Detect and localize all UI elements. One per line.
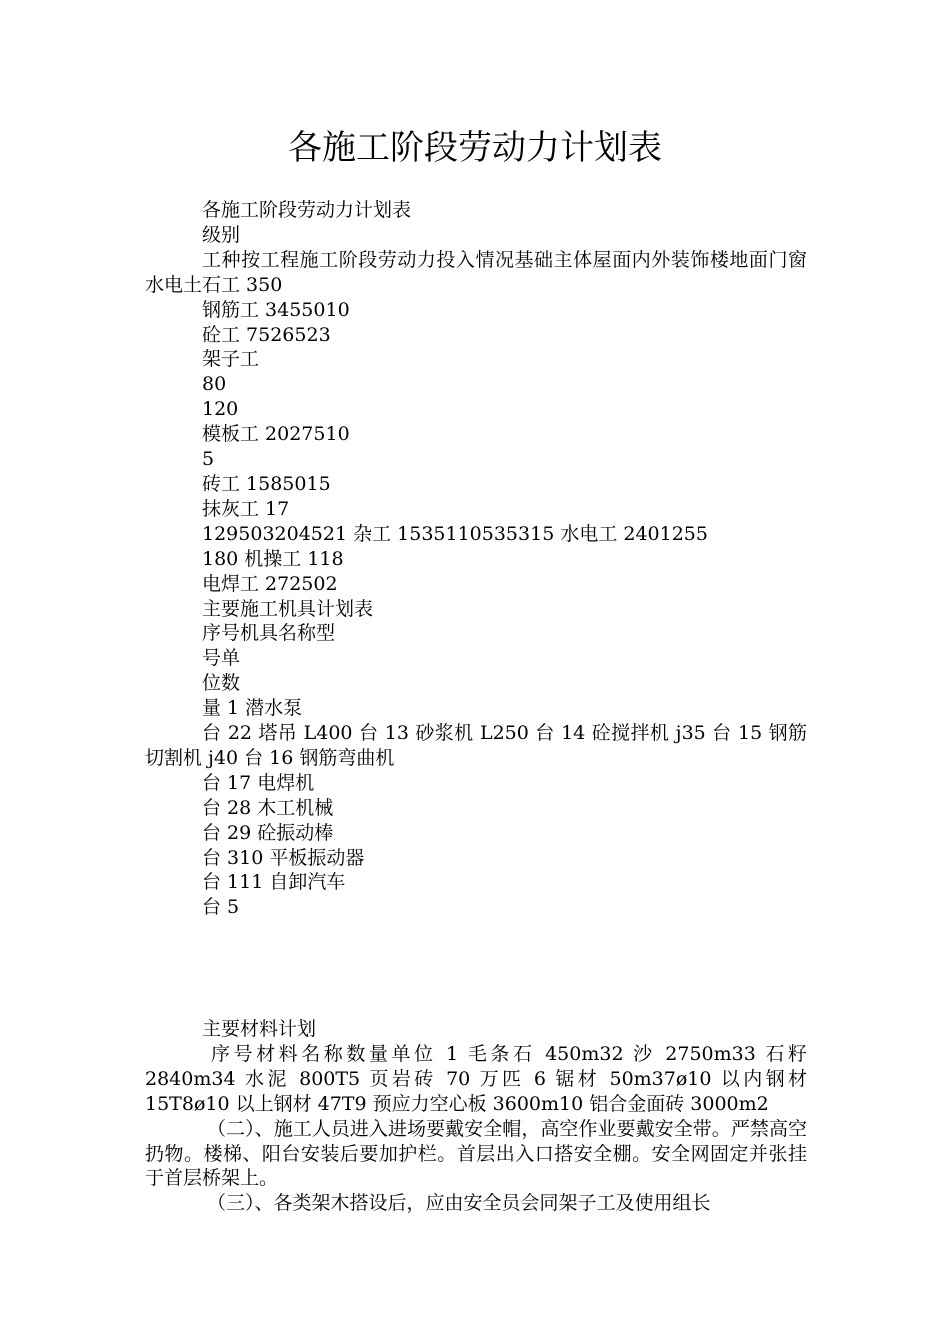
labor-and-equipment-section (145, 198, 807, 920)
text-line: 砖工 1585015 (202, 472, 331, 495)
document-title: 各施工阶段劳动力计划表 (288, 128, 662, 168)
text-line: 砼工 7526523 (202, 323, 331, 346)
materials-and-safety-section (145, 1017, 807, 1216)
text-line: 台 310 平板振动器 (202, 846, 365, 869)
safety-paragraph: （二）、施工人员进入进场要戴安全帽，高空作业要戴安全带。严禁高空扔物。楼梯、阳台安装后要加护栏。首层出入口搭安全棚。安全网固定并张挂于首层桥架上。 (145, 1117, 807, 1190)
materials-paragraph: 序号材料名称数量单位 1 毛条石 450m32 沙 2750m33 石籽 2840m34 水泥 800T5 页岩砖 70 万匹 6 锯材 50m37ø10 以内钢材 15T8ø10 以上钢材 47T9 预应力空心板 3600m10 铝合金面砖 3000m2 (145, 1042, 807, 1115)
text-line: 位数 (202, 672, 241, 695)
text-line: 120 (202, 398, 239, 421)
text-line: 80 (202, 373, 227, 396)
text-line: 序号机具名称型 (202, 622, 336, 645)
scaffold-paragraph: （三）、各类架木搭设后，应由安全员会同架子工及使用组长 (207, 1192, 711, 1215)
text-line: 台 28 木工机械 (202, 796, 334, 819)
text-line: 架子工 (202, 348, 260, 371)
text-line: 各施工阶段劳动力计划表 (202, 199, 412, 221)
text-line: 台 5 (202, 896, 240, 919)
text-line: 180 机操工 118 (202, 547, 344, 570)
text-line: 量 1 潜水泵 (202, 697, 303, 720)
text-line: 台 29 砼振动棒 (202, 821, 334, 844)
text-line: 5 (202, 448, 215, 471)
text-line: 号单 (202, 647, 241, 670)
section-heading: 主要施工机具计划表 (202, 597, 374, 620)
text-line: 钢筋工 3455010 (202, 298, 350, 321)
text-line: 129503204521 杂工 1535110535315 水电工 2401255 (202, 522, 708, 545)
text-line: 电焊工 272502 (202, 572, 338, 595)
text-line: 模板工 2027510 (202, 423, 350, 446)
text-line: 台 111 自卸汽车 (202, 871, 346, 894)
section-heading: 主要材料计划 (202, 1018, 317, 1040)
text-line: 级别 (202, 223, 241, 246)
text-line: 台 17 电焊机 (202, 771, 315, 794)
text-line: 台 22 塔吊 L400 台 13 砂浆机 L250 台 14 砼搅拌机 j35 台 15 钢筋切割机 j40 台 16 钢筋弯曲机 (145, 722, 807, 769)
text-line: 工种按工程施工阶段劳动力投入情况基础主体屋面内外装饰楼地面门窗水电土石工 350 (145, 248, 807, 296)
text-line: 抹灰工 17 (202, 497, 290, 520)
